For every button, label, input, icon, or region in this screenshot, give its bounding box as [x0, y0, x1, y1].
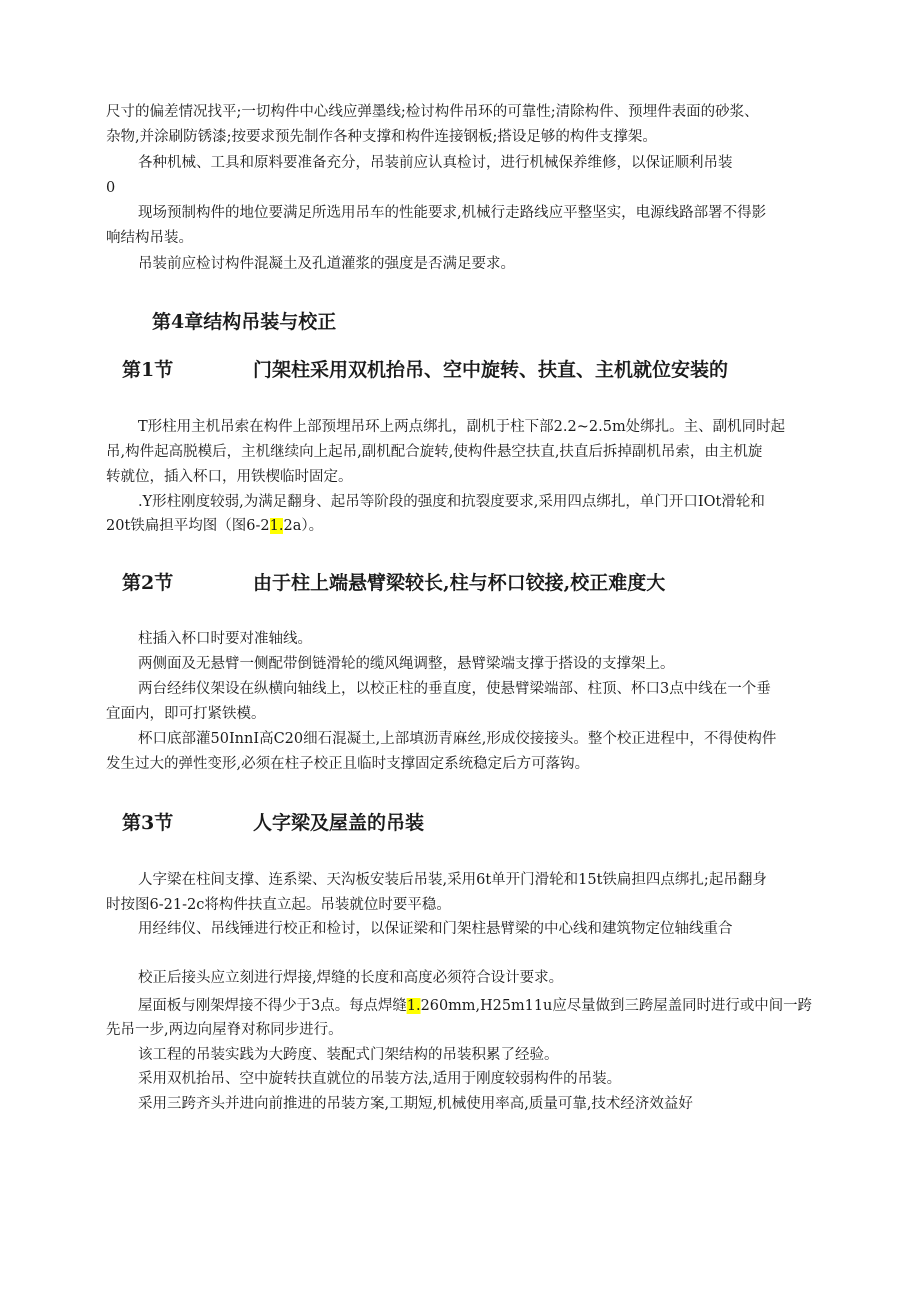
section-2-line-4: 宜面内，即可打紧铁模。: [106, 706, 266, 722]
section-3-line-7: 该工程的吊装实践为大跨度、装配式门架结构的吊装积累了经验。: [138, 1047, 559, 1063]
section-2-line-6: 发生过大的弹性变形,必须在柱子校正且临时支撑固定系统稳定后方可落钩。: [106, 756, 590, 772]
section-2-title: 由于柱上端悬臂梁较长,柱与杯口铰接,校正难度大: [253, 572, 666, 594]
section-3-line-9: 采用三跨齐头并进向前推进的吊装方案,工期短,机械使用率高,质量可靠,技术经济效益好: [138, 1096, 693, 1112]
section-1-line-1: T形柱用主机吊索在构件上部预埋吊环上两点绑扎，副机于柱下部2.2~2.5m处绑扎。主、副机同时起: [138, 419, 786, 435]
intro-line-1: 尺寸的偏差情况找平;一切构件中心线应弹墨线;检讨构件吊环的可靠性;清除构件、预埋件表面的砂浆、: [106, 104, 759, 120]
highlighted-text: 1.: [406, 998, 421, 1014]
section-1-line-3: 转就位，插入杯口，用铁楔临时固定。: [106, 469, 353, 485]
intro-line-6: 响结构吊装。: [106, 230, 193, 246]
section-1-number: 第1节: [122, 359, 174, 381]
intro-line-4: 0: [106, 180, 116, 196]
section-1-title: 门架柱采用双机抬吊、空中旋转、扶直、主机就位安装的: [253, 359, 729, 381]
section-1-line-4: .Y形柱刚度较弱,为满足翻身、起吊等阶段的强度和抗裂度要求,采用四点绑扎，单门开口IOt滑轮和: [138, 494, 765, 510]
section-3-line-5-post: 260mm,H25m11u应尽量做到三跨屋盖同时进行或中间一跨: [420, 998, 812, 1014]
section-3-title: 人字梁及屋盖的吊装: [253, 812, 425, 834]
intro-line-3: 各种机械、工具和原料要准备充分，吊装前应认真检讨，进行机械保养维修，以保证顺利吊装: [138, 155, 733, 171]
section-3-line-6: 先吊一步,两边向屋脊对称同步进行。: [106, 1022, 343, 1038]
section-3-line-3: 用经纬仪、吊线锤进行校正和检讨，以保证梁和门架柱悬臂梁的中心线和建筑物定位轴线重合: [138, 921, 733, 937]
section-1-line-5-pre: 20t铁扁担平均图（图6-2: [106, 518, 270, 534]
section-1-line-5-post: 2a）。: [283, 518, 324, 534]
section-1-line-2: 吊,构件起高脱模后，主机继续向上起吊,副机配合旋转,使构件悬空扶直,扶直后拆掉副机吊索，由主机旋: [106, 444, 763, 460]
section-2-number: 第2节: [122, 572, 174, 594]
section-1-line-5: [106, 514, 323, 538]
intro-line-5: 现场预制构件的地位要满足所选用吊车的性能要求,机械行走路线应平整坚实，电源线路部署不得影: [138, 205, 767, 221]
section-3-line-4: 校正后接头应立刻进行焊接,焊缝的长度和高度必须符合设计要求。: [138, 970, 564, 986]
section-2-line-5: 杯口底部灌50InnI高C20细石混凝土,上部填沥青麻丝,形成佼接接头。整个校正进程中，不得使构件: [138, 731, 777, 747]
section-2-heading: [122, 569, 822, 597]
section-3-line-5-pre: 屋面板与刚架焊接不得少于3点。每点焊缝: [138, 998, 407, 1014]
chapter-title: 第4章结构吊装与校正: [152, 311, 337, 333]
section-3-line-1: 人字梁在柱间支撑、连系梁、天沟板安装后吊装,采用6t单开门滑轮和15t铁扁担四点绑扎;起吊翻身: [138, 872, 767, 888]
section-3-number: 第3节: [122, 812, 174, 834]
section-2-line-2: 两侧面及无悬臂一侧配带倒链滑轮的缆风绳调整，悬臂梁端支撑于搭设的支撑架上。: [138, 656, 675, 672]
section-1-heading: [122, 356, 822, 384]
section-3-heading: [122, 809, 822, 837]
intro-line-7: 吊装前应检讨构件混凝土及孔道灌浆的强度是否满足要求。: [138, 256, 515, 272]
section-3-line-2: 时按图6-21-2c将构件扶直立起。吊装就位时要平稳。: [106, 897, 451, 913]
highlighted-text: 1.: [269, 518, 284, 534]
section-2-line-3: 两台经纬仪架设在纵横向轴线上，以校正柱的垂直度，使悬臂梁端部、柱顶、杯口3点中线在一个垂: [138, 681, 771, 697]
intro-line-2: 杂物,并涂刷防锈漆;按要求预先制作各种支撑和构件连接钢板;搭设足够的构件支撑架。: [106, 129, 657, 145]
section-2-line-1: 柱插入杯口时要对准轴线。: [138, 631, 312, 647]
section-3-line-8: 采用双机抬吊、空中旋转扶直就位的吊装方法,适用于刚度较弱构件的吊装。: [138, 1071, 622, 1087]
section-3-line-5: [138, 994, 812, 1018]
